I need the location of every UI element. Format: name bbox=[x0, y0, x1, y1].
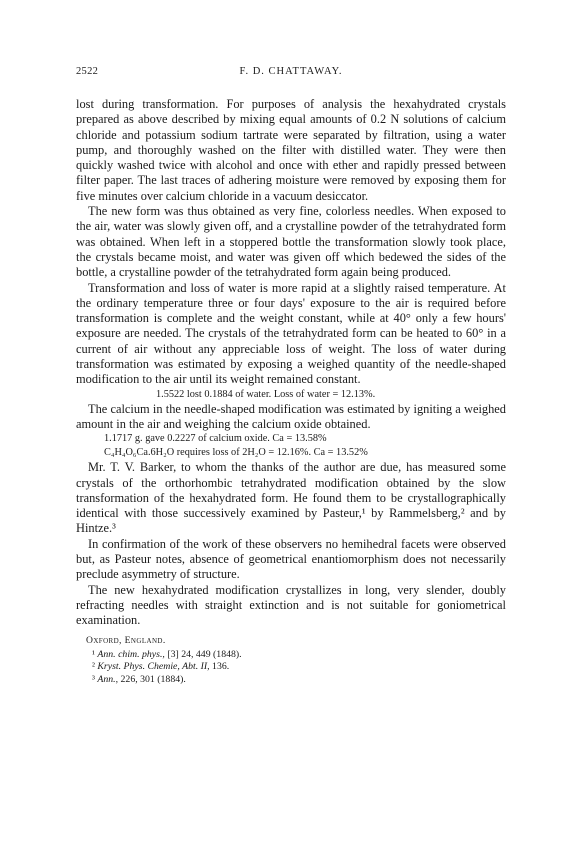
footnote-reference: 136. bbox=[212, 661, 230, 672]
page-header bbox=[76, 66, 506, 80]
calculated-values: C₄H₄O₆Ca.6H₂O requires loss of 2H₂O = 12.16%. Ca = 13.52% bbox=[104, 447, 368, 459]
paragraph: The calcium in the needle-shaped modification was estimated by igniting a weighed amount in the air and weighing the calcium oxide obtained. bbox=[76, 401, 506, 431]
footnote-journal: Kryst. Phys. Chemie, Abt. II, bbox=[97, 661, 210, 672]
paragraph: Transformation and loss of water is more rapid at a slightly raised temperature. At the ordinary temperature three or four days' exposure to the air is required before transformation is complete and the weight constant, while at 40° only a few hours' exposure are needed. The crystals of the tetrahydrated form can be heated to 60° in a current of air without any appreciable loss of weight. The loss of water during transformation was estimated by exposing a weighed quantity of the needle-shaped modification to the air until its weight remained constant. bbox=[76, 280, 506, 387]
page bbox=[76, 66, 506, 686]
article-body bbox=[76, 97, 506, 629]
footnote-3: ³ Ann., 226, 301 (1884). bbox=[92, 673, 186, 685]
footnote-journal: Ann. chim. phys., bbox=[97, 648, 165, 660]
footnote-1: ¹ Ann. chim. phys., [3] 24, 449 (1848). bbox=[92, 648, 242, 660]
paragraph: In confirmation of the work of these observers no hemihedral facets were observed but, as Pasteur notes, absence of geometrical enantiomorphism does not necessarily preclude asymmetry of structure. bbox=[76, 536, 506, 582]
water-loss-result: 1.5522 lost 0.1884 of water. Loss of water = 12.13%. bbox=[156, 388, 376, 400]
author-affiliation: Oxford, England. bbox=[86, 634, 166, 646]
paragraph: The new form was thus obtained as very fine, colorless needles. When exposed to the air, water was slowly given off, and a crystalline powder of the tetrahydrated form was obtained. When left in a stoppered bottle the transformation slowly took place, the crystals became moist, and water was given off which bedewed the sides of the bottle, a crystalline powder of the tetrahydrated form again being produced. bbox=[76, 204, 506, 280]
page-number: 2522 bbox=[76, 66, 99, 77]
calcium-oxide-result: 1.1717 g. gave 0.2227 of calcium oxide. Ca = 13.58% bbox=[104, 433, 327, 445]
calcium-results bbox=[76, 432, 506, 460]
footnote-reference: [3] 24, 449 (1848). bbox=[167, 648, 242, 660]
paragraph: Mr. T. V. Barker, to whom the thanks of the author are due, has measured some crystals of the orthorhombic tetrahydrated modification obtained by the slow transformation of the hexahydrated form. He found them to be crystallographically identical with those successively examined by Pasteur,¹ by Rammelsberg,² and by Hintze.³ bbox=[76, 460, 506, 536]
paragraph: The new hexahydrated modification crystallizes in long, very slender, doubly refracting needles with straight extinction and is not suitable for goniometrical examination. bbox=[76, 582, 506, 628]
running-head: F. D. CHATTAWAY. bbox=[239, 66, 343, 77]
footnote-reference: 226, 301 (1884). bbox=[120, 673, 186, 685]
paragraph: lost during transformation. For purposes of analysis the hexahydrated crystals prepared as above described by mixing equal amounts of 0.2 N solutions of calcium chloride and potassium sodium tartrate were separated by filtration, using a water pump, and thoroughly washed on the filter with distilled water. They were then quickly washed twice with alcohol and once with ether and rapidly pressed between filter paper. The last traces of adhering moisture were removed by exposing them for five minutes over calcium chloride in a vacuum desiccator. bbox=[76, 97, 506, 203]
footnote-2: ² Kryst. Phys. Chemie, Abt. II, 136. bbox=[92, 661, 230, 672]
footnote-journal: Ann., bbox=[97, 673, 119, 685]
